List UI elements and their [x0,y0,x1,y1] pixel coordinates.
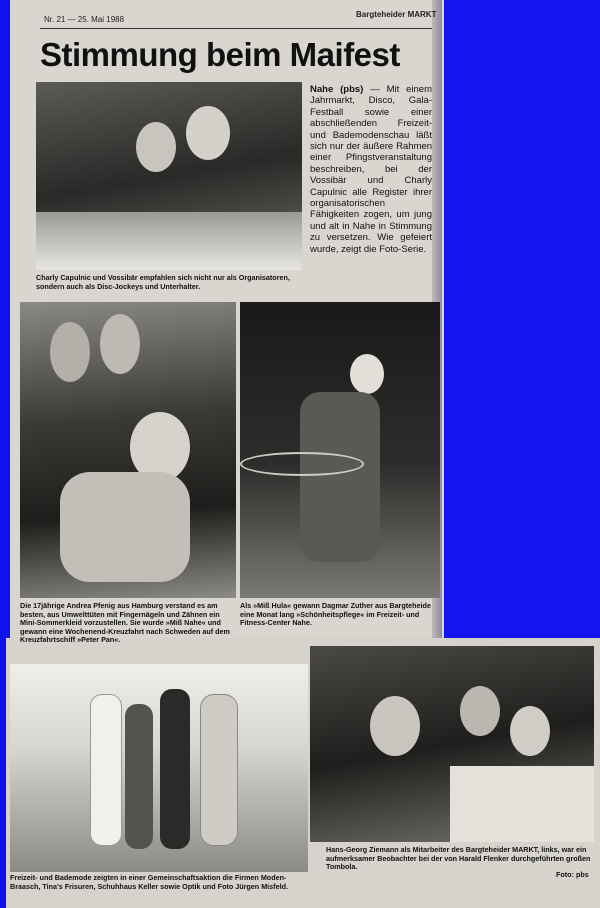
caption-photo3: Als »Miß Hula« gewann Dagmar Zuther aus Bargteheide eine Monat lang »Schönheitspflege« im Freizeit- und Fitness-Center Nahe. [240,601,431,628]
blue-background [440,0,600,640]
photo-miss-hula [240,302,440,598]
issue-date: Nr. 21 — 25. Mai 1988 [44,15,125,24]
photo-miss-nahe [20,302,236,598]
article-body [310,84,432,255]
article-text: — Mit einem Jahrmarkt, Disco, Gala-Festball sowie einer abschließenden Freizeit- und Bademodenschau läßt sich nur der äußere Rahmen einer Pfingstveranstaltung beschreiben, bei der Vossibär und Charly Capulnic alle Register ihrer organisatorischen Fähigkeiten zogen, um jung und alt in Nahe in Stimmung zu versetzen. Wie gefeiert wurde, zeigt die Foto-Serie. [310,84,432,255]
header-rule [40,28,432,29]
photo-credit: Foto: pbs [556,870,589,879]
caption-photo4: Freizeit- und Bademode zeigten in einer Gemeinschaftsaktion die Firmen Moden-Braasch, Tina's Frisuren, Schuhhaus Keller sowie Optik und Foto Jürgen Misfeld. [10,873,288,891]
article-dateline: Nahe (pbs) [310,84,364,95]
caption-photo5: Hans-Georg Ziemann als Mitarbeiter des Bargteheider MARKT, links, war ein aufmerksamer Beobachter bei der von Harald Flenker durchgeführten großen Tombola. [326,845,591,872]
caption-photo2: Die 17jährige Andrea Pfenig aus Hamburg verstand es am besten, aus Umwelttüten mit Fingernägeln und Zähnen ein Mini-Sommerkleid vorzustellen. Sie wurde »Miß Nahe« und gewann eine Wochenend-Kreuzfahrt nach Schweden auf dem Kreuzfahrtschiff »Peter Pan«. [20,601,230,645]
caption-photo1: Charly Capulnic und Vossibär empfahlen sich nicht nur als Organisatoren, sondern auch als Disc-Jockeys und Unterhalter. [36,273,290,291]
headline: Stimmung beim Maifest [40,36,400,73]
photo-tombola [310,646,594,842]
photo-disc-jockeys [36,82,302,270]
masthead: Bargteheider MARKT [356,10,437,19]
photo-fashion-show [10,664,308,872]
